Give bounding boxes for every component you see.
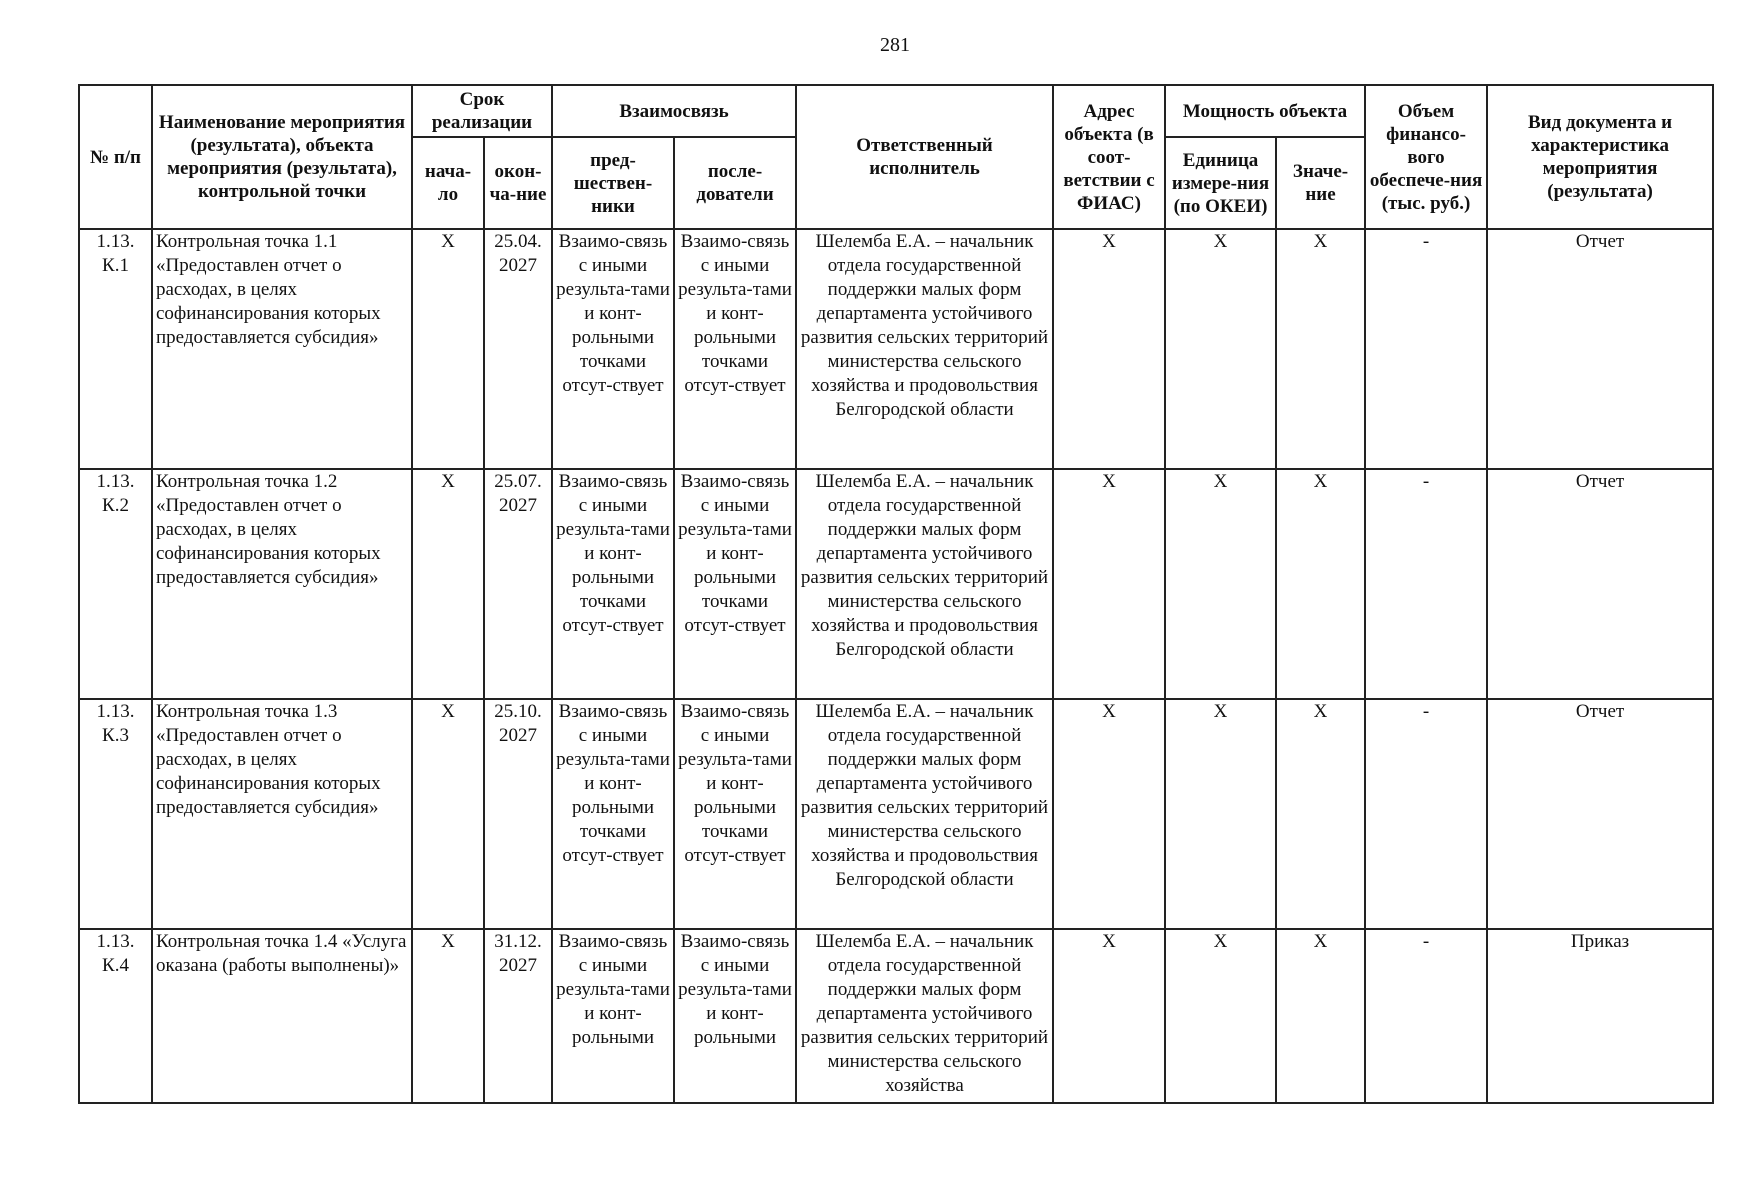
cell-name: Контрольная точка 1.1 «Предоставлен отчет о расходах, в целях софинансирования которых предоставляется субсидия» <box>152 229 412 469</box>
cell-start: Х <box>412 469 484 699</box>
cell-funding: - <box>1365 229 1487 469</box>
cell-num: 1.13. К.2 <box>79 469 152 699</box>
cell-num <box>79 929 152 1103</box>
cell-address-text: Х <box>1102 931 1116 952</box>
cell-successors: Взаимо-связь с иными результа-тами и конт-рольными точками отсут-ствует <box>674 229 796 469</box>
header-value: Значе-ние <box>1276 137 1365 229</box>
cell-predecessors: Взаимо-связь с иными результа-тами и конт-рольными точками отсут-ствует <box>552 469 674 699</box>
cell-end: 25.07. 2027 <box>484 469 552 699</box>
table-row <box>79 229 1713 469</box>
cell-predecessors-text: Взаимо-связь с иными результа-тами и конт-рольными <box>556 931 670 1048</box>
cell-responsible: Шелемба Е.А. – начальник отдела государственной поддержки малых форм департамента устойчивого развития сельских территорий министерства сельского хозяйства и продовольствия Белгородской области <box>796 699 1053 929</box>
cell-start: Х <box>412 699 484 929</box>
cell-successors <box>674 929 796 1103</box>
cell-doc: Отчет <box>1487 469 1713 699</box>
header-term-end: окон-ча-ние <box>484 137 552 229</box>
table-row <box>79 469 1713 699</box>
cell-responsible: Шелемба Е.А. – начальник отдела государственной поддержки малых форм департамента устойчивого развития сельских территорий министерства сельского хозяйства и продовольствия Белгородской области <box>796 469 1053 699</box>
cell-successors: Взаимо-связь с иными результа-тами и конт-рольными точками отсут-ствует <box>674 469 796 699</box>
cell-doc-text: Приказ <box>1570 931 1630 952</box>
cell-name <box>152 929 412 1103</box>
cell-funding <box>1365 929 1487 1103</box>
cell-unit: Х <box>1165 229 1276 469</box>
page-number: 281 <box>880 34 910 56</box>
cell-end: 25.10. 2027 <box>484 699 552 929</box>
cell-num: 1.13. К.3 <box>79 699 152 929</box>
header-predecessors: пред-шествен-ники <box>552 137 674 229</box>
cell-address: Х <box>1053 229 1165 469</box>
header-responsible: Ответственный исполнитель <box>796 85 1053 229</box>
cell-unit-text: Х <box>1213 931 1228 952</box>
cell-num-text: 1.13. К.4 <box>96 931 135 976</box>
cell-name: Контрольная точка 1.2 «Предоставлен отчет о расходах, в целях софинансирования которых предоставляется субсидия» <box>152 469 412 699</box>
cell-address <box>1053 929 1165 1103</box>
header-address: Адрес объекта (в соот-ветствии с ФИАС) <box>1053 85 1165 229</box>
cell-unit <box>1165 929 1276 1103</box>
header-doc-type: Вид документа и характеристика мероприятия (результата) <box>1487 85 1713 229</box>
cell-address: Х <box>1053 469 1165 699</box>
cell-name-text: Контрольная точка 1.4 «Услуга оказана (работы выполнены)» <box>156 931 407 976</box>
cell-predecessors <box>552 929 674 1103</box>
cell-name: Контрольная точка 1.3 «Предоставлен отчет о расходах, в целях софинансирования которых предоставляется субсидия» <box>152 699 412 929</box>
cell-funding: - <box>1365 469 1487 699</box>
header-funding: Объем финансо-вого обеспече-ния (тыс. руб.) <box>1365 85 1487 229</box>
cell-value: Х <box>1276 699 1365 929</box>
cell-successors-text: Взаимо-связь с иными результа-тами и конт-рольными <box>678 931 792 1048</box>
cell-start <box>412 929 484 1103</box>
cell-num: 1.13. К.1 <box>79 229 152 469</box>
cell-value <box>1276 929 1365 1103</box>
cell-successors: Взаимо-связь с иными результа-тами и конт-рольными точками отсут-ствует <box>674 699 796 929</box>
cell-funding-text: - <box>1422 931 1430 952</box>
header-unit: Единица измере-ния (по ОКЕИ) <box>1165 137 1276 229</box>
cell-end <box>484 929 552 1103</box>
cell-start: Х <box>412 229 484 469</box>
header-name: Наименование мероприятия (результата), объекта мероприятия (результата), контрольной точки <box>152 85 412 229</box>
header-term: Срок реализации <box>412 85 552 137</box>
header-successors: после-дователи <box>674 137 796 229</box>
cell-value: Х <box>1276 229 1365 469</box>
header-capacity: Мощность объекта <box>1165 85 1365 137</box>
cell-doc: Отчет <box>1487 699 1713 929</box>
header-term-start: нача-ло <box>412 137 484 229</box>
cell-end-text: 31.12. 2027 <box>494 931 542 976</box>
cell-value-text: Х <box>1313 931 1328 952</box>
cell-end: 25.04. 2027 <box>484 229 552 469</box>
header-num: № п/п <box>79 85 152 229</box>
cell-responsible-text: Шелемба Е.А. – начальник отдела государственной поддержки малых форм департамента устойчивого развития сельских территорий министерства сельского хозяйства <box>800 931 1049 1096</box>
cell-predecessors: Взаимо-связь с иными результа-тами и конт-рольными точками отсут-ствует <box>552 229 674 469</box>
table-row <box>79 699 1713 929</box>
cell-address: Х <box>1053 699 1165 929</box>
cell-predecessors: Взаимо-связь с иными результа-тами и конт-рольными точками отсут-ствует <box>552 699 674 929</box>
cell-doc <box>1487 929 1713 1103</box>
cell-responsible: Шелемба Е.А. – начальник отдела государственной поддержки малых форм департамента устойчивого развития сельских территорий министерства сельского хозяйства и продовольствия Белгородской области <box>796 229 1053 469</box>
table-row <box>79 929 1713 1103</box>
cell-doc: Отчет <box>1487 229 1713 469</box>
cell-value: Х <box>1276 469 1365 699</box>
header-relation: Взаимосвязь <box>552 85 796 137</box>
cell-unit: Х <box>1165 469 1276 699</box>
cell-responsible <box>796 929 1053 1103</box>
cell-funding: - <box>1365 699 1487 929</box>
cell-unit: Х <box>1165 699 1276 929</box>
cell-start-text: Х <box>441 931 455 952</box>
events-table <box>78 84 1714 1104</box>
